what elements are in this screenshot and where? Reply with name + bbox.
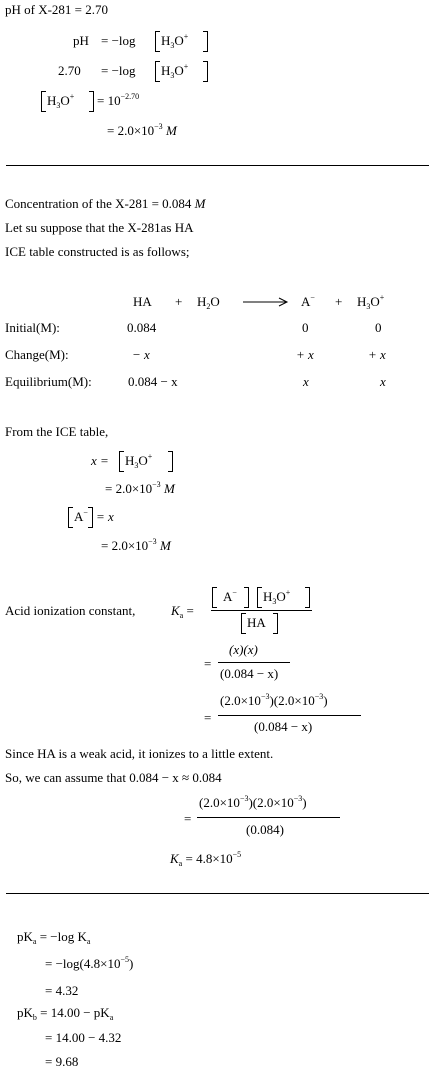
assumption-line1: Since HA is a weak acid, it ionizes to a little extent. [5,746,274,761]
ph-line1-h3o: $H_3O^+$ [161,32,189,50]
ice-reactant-ha: HA [133,294,152,309]
ph-line2-neglog: = −log [101,63,136,78]
a-eq: = x [96,509,114,524]
bracket-left [241,613,246,634]
ice-plus: + [175,294,183,309]
bracket-left [68,507,73,528]
intro-line2: Let su suppose that the X-281as HA [5,220,194,235]
ka-num-h3o: $H_3O^+$ [263,588,291,606]
eq-sign: = [184,811,192,826]
ice-cell: 0 [302,320,309,335]
ka-symbol: $K_a$ = [171,603,194,620]
eq-sign: = [204,656,212,671]
ph-line1-neglog: = −log [101,33,136,48]
fraction-line [218,715,361,716]
bracket-right [168,451,173,472]
ice-row-label: Initial(M): [5,320,60,335]
ice-cell: 0.084 [127,320,157,335]
bracket-right [88,507,93,528]
divider [6,165,429,166]
bracket-right [244,587,249,608]
ka-num3: $(2.0\times 10^{-3})(2.0\times 10^{-3})$ [220,692,328,708]
ice-cell: 0.084 − x [128,374,178,389]
divider [6,893,429,894]
ice-row-label: Change(M): [5,347,69,362]
bracket-right [89,91,94,112]
x-value: = $2.0\times 10^{-3}$ M [105,480,175,496]
ka-den4: (0.084) [246,822,284,837]
bracket-left [119,451,124,472]
ph-line4-rhs: = $2.0\times 10^{-3}$ M [107,122,177,138]
ka-result: $K_a = 4.8\times 10^{-5}$ [170,850,242,868]
bracket-left [257,587,262,608]
pkb-line1: $pK_b = 14.00 - pK_a$ [17,1005,114,1022]
intro-line1: Concentration of the X-281 = 0.084 M [5,196,206,211]
ice-cell: + x [368,347,386,362]
bracket-left [212,587,217,608]
intro-line3: ICE table constructed is as follows; [5,244,190,259]
bracket-left [155,31,160,52]
ice-reactant-water: $H_2O$ [197,294,220,311]
x-h3o: $H_3O^+$ [125,452,153,470]
ice-cell: − x [132,347,150,362]
bracket-left [155,61,160,82]
ka-den3: (0.084 − x) [254,719,313,734]
ph-header: pH of X-281 = 2.70 [5,2,109,17]
ph-line3-h3o: $H_3O^+$ [47,92,75,110]
assumption-line2: So, we can assume that 0.084 − x ≈ 0.084 [5,770,222,785]
pkb-line2: = 14.00 − 4.32 [45,1030,122,1045]
fraction-line [197,817,340,818]
ka-num2: (x)(x) [229,642,258,657]
ice-row-label: Equilibrium(M): [5,374,92,389]
ice-plus: + [335,294,343,309]
ice-product-h3o: $H_3O^+$ [357,293,385,311]
ph-line2-h3o: $H_3O^+$ [161,62,189,80]
ice-product-a: A− [301,293,315,309]
fraction-line [211,610,312,611]
ice-cell: x [303,374,309,389]
bracket-right [305,587,310,608]
bracket-right [203,61,208,82]
ka-num-a: A− [223,588,237,604]
ice-cell: 0 [375,320,382,335]
ice-cell: x [380,374,386,389]
reaction-arrow-icon [243,297,289,307]
ph-line3-rhs: = $10^{-2.70}$ [97,92,140,108]
ph-line2-lhs: 2.70 [58,63,81,78]
ka-num4: $(2.0\times 10^{-3})(2.0\times 10^{-3})$ [199,794,307,810]
fraction-line [218,662,290,663]
x-eq: x = [91,453,109,468]
bracket-left [41,91,46,112]
ice-cell: + x [296,347,314,362]
eq-sign: = [204,710,212,725]
pka-line2: = $-\log(4.8\times 10^{-5})$ [45,955,134,971]
a-value: = $2.0\times 10^{-3}$ M [101,537,171,553]
ka-label: Acid ionization constant, [5,603,136,618]
ph-line1-lhs: pH [73,33,89,48]
from-ice-title: From the ICE table, [5,424,109,439]
pkb-line3: = 9.68 [45,1054,79,1069]
bracket-right [273,613,278,634]
ka-den2: (0.084 − x) [220,666,279,681]
ka-den-ha: HA [247,615,266,630]
a-minus: A− [74,508,88,524]
pka-line3: = 4.32 [45,983,79,998]
bracket-right [203,31,208,52]
pka-line1: $pK_a = -\log$ $K_a$ [17,929,91,946]
